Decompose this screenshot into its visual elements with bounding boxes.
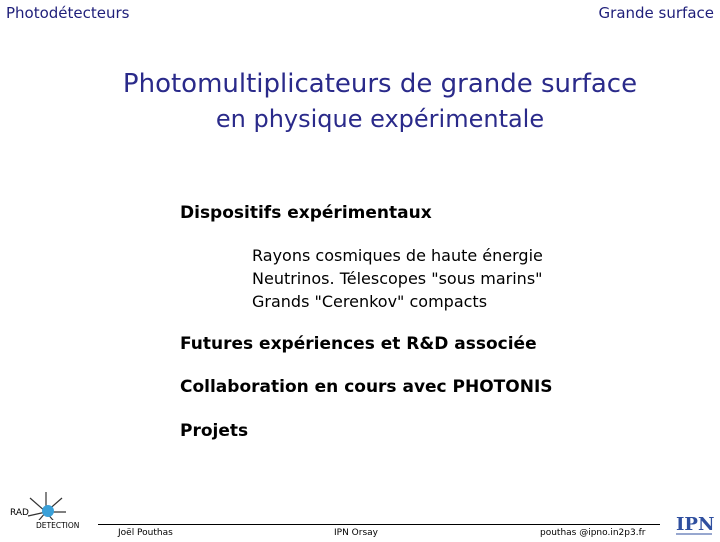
logo-rad-text: RAD [10,508,29,518]
footer-divider [98,524,660,525]
logo-detection-text: DETECTION [36,521,80,530]
slide-subtitle: en physique expérimentale [215,105,545,133]
subitem-rayons-cosmiques: Rayons cosmiques de haute énergie [252,246,543,265]
rad-detection-logo [8,490,88,535]
section-collaboration: Collaboration en cours avec PHOTONIS [180,377,553,397]
header-right-title: Grande surface [598,4,714,22]
subitem-neutrinos: Neutrinos. Télescopes "sous marins" [252,269,543,288]
subitem-cerenkov: Grands "Cerenkov" compacts [252,292,488,311]
ipn-logo-icon [674,510,714,538]
section-dispositifs: Dispositifs expérimentaux [180,203,432,223]
logo-ipn-text: IPN [676,514,714,535]
ipn-logo [674,510,714,538]
footer-author: Joël Pouthas [118,528,173,538]
footer-institution: IPN Orsay [334,528,378,538]
slide-title: Photomultiplicateurs de grande surface [122,69,638,99]
section-futures: Futures expériences et R&D associée [180,334,537,354]
section-projets: Projets [180,421,249,441]
header-left-title: Photodétecteurs [6,4,130,22]
footer-email: pouthas @ipno.in2p3.fr [540,528,646,538]
radiation-burst-icon [8,490,88,535]
